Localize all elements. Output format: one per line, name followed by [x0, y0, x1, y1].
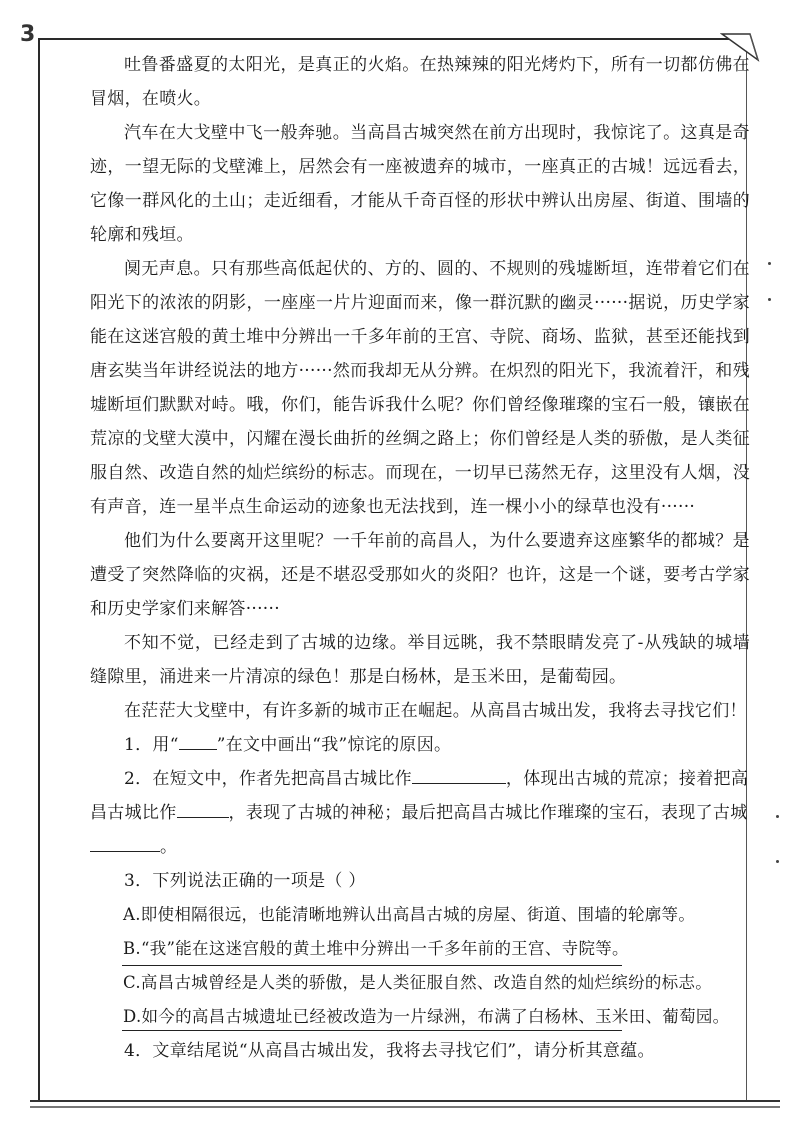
scan-speck	[776, 815, 779, 818]
question-2-part4: 。	[160, 837, 178, 857]
paragraph-6: 在茫茫大戈壁中，有许多新的城市正在崛起。从高昌古城出发，我将去寻找它们！	[124, 701, 747, 721]
paragraph-4: 他们为什么要离开这里呢？一千年前的高昌人，为什么要遗弃这座繁华的都城？是遭受了突然降临的灾祸，还是不堪忍受那如火的炎阳？也许，这是一个谜，要考古学家和历史学家们来解答······	[90, 531, 750, 619]
answer-blank-1[interactable]	[412, 763, 506, 784]
paragraph-3: 阒无声息。只有那些高低起伏的、方的、圆的、不规则的残墟断垣，连带着它们在阳光下的浓浓的阴影，一座座一片片迎面而来，像一群沉默的幽灵······据说，历史学家能在这迷宫般的黄土堆中分辨出一千多年前的王宫、寺院、商场、监狱，甚至还能找到唐玄奘当年讲经说法的地方······然而我却无从分辨。在炽烈的阳光下，我流着汗，和残墟断垣们默默对峙。哦，你们，能告诉我什么呢？你们曾经像璀璨的宝石一般，镶嵌在荒凉的戈壁大漠中，闪耀在漫长曲折的丝绸之路上；你们曾经是人类的骄傲，是人类征服自然、改造自然的灿烂缤纷的标志。而现在，一切早已荡然无存，这里没有人烟，没有声音，连一星半点生命运动的迹象也无法找到，连一棵小小的绿草也没有······	[90, 259, 750, 517]
scan-speck	[776, 860, 779, 863]
answer-line-1[interactable]	[122, 965, 622, 966]
scan-speck	[768, 298, 771, 301]
question-3-stem: 3．下列说法正确的一项是（ ）	[124, 871, 366, 891]
question-2	[90, 762, 750, 864]
bottom-rule	[30, 1100, 780, 1108]
answer-blank-3[interactable]	[90, 831, 160, 852]
underline-symbol	[179, 729, 217, 750]
answer-line-2[interactable]	[122, 1030, 622, 1031]
margin-mark: 3	[20, 22, 36, 47]
answer-blank-2[interactable]	[177, 797, 229, 818]
scan-speck	[768, 262, 771, 265]
question-2-part1: 2．在短文中，作者先把高昌古城比作	[124, 769, 412, 789]
option-c[interactable]: C.高昌古城曾经是人类的骄傲，是人类征服自然、改造自然的灿烂缤纷的标志。	[123, 973, 713, 992]
question-1-after: ”在文中画出“我”惊诧的原因。	[216, 735, 452, 755]
question-2-part2: ，体现出古城的荒凉；接着把高昌古城比作	[90, 769, 749, 823]
question-1	[90, 728, 750, 762]
worksheet-content	[90, 48, 750, 1068]
option-d[interactable]: D.如今的高昌古城遗址已经被改造为一片绿洲，布满了白杨林、玉米田、葡萄园。	[123, 1007, 730, 1026]
question-4: 4．文章结尾说“从高昌古城出发，我将去寻找它们”，请分析其意蕴。	[124, 1041, 655, 1061]
question-2-part3: ，表现了古城的神秘；最后把高昌古城比作璀璨的宝石，表现了古城	[228, 803, 748, 823]
option-a[interactable]: A.即使相隔很远，也能清晰地辨认出高昌古城的房屋、街道、围墙的轮廓等。	[123, 905, 696, 924]
paragraph-1: 吐鲁番盛夏的太阳光，是真正的火焰。在热辣辣的阳光烤灼下，所有一切都仿佛在冒烟，在喷火。	[90, 55, 750, 109]
question-1-before: 1．用“	[124, 735, 179, 755]
option-b[interactable]: B.“我”能在这迷宫般的黄土堆中分辨出一千多年前的王宫、寺院等。	[123, 939, 629, 958]
paragraph-5: 不知不觉，已经走到了古城的边缘。举目远眺，我不禁眼睛发亮了-从残缺的城墙缝隙里，涌进来一片清凉的绿色！那是白杨林，是玉米田，是葡萄园。	[90, 633, 750, 687]
paragraph-2: 汽车在大戈壁中飞一般奔驰。当高昌古城突然在前方出现时，我惊诧了。这真是奇迹，一望无际的戈壁滩上，居然会有一座被遗弃的城市，一座真正的古城！远远看去，它像一群风化的土山；走近细看，才能从千奇百怪的形状中辨认出房屋、街道、围墙的轮廓和残垣。	[90, 123, 750, 245]
